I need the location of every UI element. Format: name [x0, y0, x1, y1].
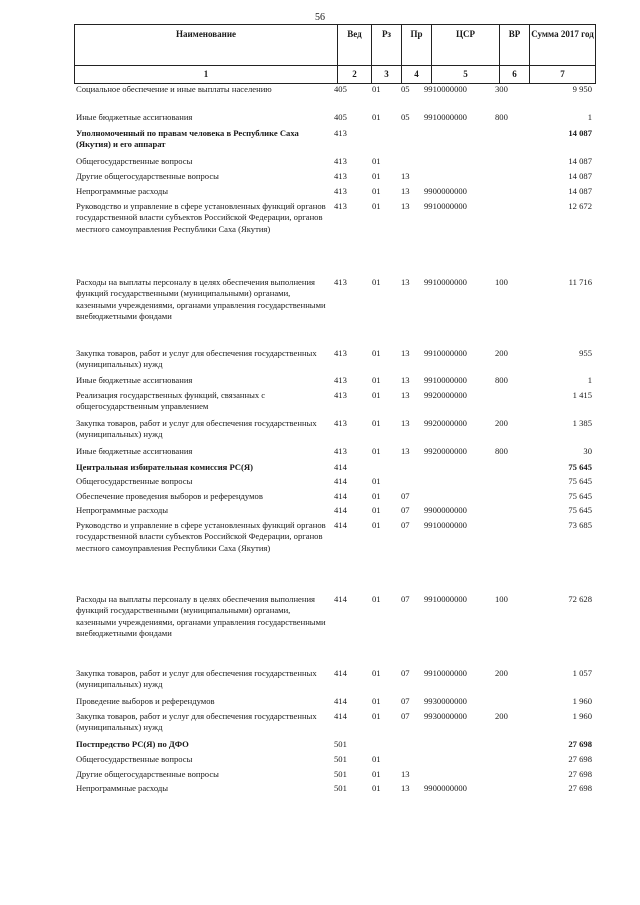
cell-name: Непрограммные расходы	[76, 505, 169, 515]
cell-rz: 01	[372, 476, 381, 486]
cell-csr: 9920000000	[424, 418, 467, 428]
cell-ved: 414	[334, 594, 347, 604]
cell-pr: 13	[401, 390, 410, 400]
header-number: 3	[384, 69, 389, 79]
cell-rz: 01	[372, 171, 381, 181]
cell-name: Общегосударственные вопросы	[76, 754, 193, 764]
cell-name: Общегосударственные вопросы	[76, 476, 193, 486]
header-number: 6	[512, 69, 517, 79]
cell-sum: 27 698	[568, 739, 592, 749]
cell-vr: 200	[495, 418, 508, 428]
cell-name: Расходы на выплаты персоналу в целях обеспечения выполнения функций государственными (муниципальными) органами, казенными учреждениями, органами управления государственными внебюджетными фондами	[76, 277, 326, 321]
cell-csr: 9910000000	[424, 84, 467, 94]
header-cell-csr	[431, 25, 499, 83]
cell-name: Постпредство РС(Я) по ДФО	[76, 739, 189, 749]
cell-rz: 01	[372, 375, 381, 385]
cell-pr: 07	[401, 594, 410, 604]
cell-ved: 413	[334, 128, 347, 138]
cell-sum: 73 685	[568, 520, 592, 530]
cell-csr: 9900000000	[424, 505, 467, 515]
cell-sum: 1	[587, 112, 592, 122]
cell-sum: 1 415	[572, 390, 592, 400]
cell-ved: 501	[334, 783, 347, 793]
cell-rz: 01	[372, 418, 381, 428]
cell-ved: 414	[334, 505, 347, 515]
cell-csr: 9910000000	[424, 520, 467, 530]
cell-pr: 13	[401, 277, 410, 287]
cell-name: Обеспечение проведения выборов и референдумов	[76, 491, 263, 501]
cell-rz: 01	[372, 390, 381, 400]
cell-csr: 9910000000	[424, 277, 467, 287]
cell-rz: 01	[372, 491, 381, 501]
table-header	[74, 24, 596, 84]
cell-name: Уполномоченный по правам человека в Республике Саха (Якутия) и его аппарат	[76, 128, 299, 150]
cell-rz: 01	[372, 696, 381, 706]
cell-name: Закупка товаров, работ и услуг для обеспечения государственных (муниципальных) нужд	[76, 668, 317, 690]
header-number: 1	[203, 69, 209, 79]
cell-pr: 07	[401, 668, 410, 678]
cell-sum: 1 385	[572, 418, 592, 428]
cell-name: Иные бюджетные ассигнования	[76, 375, 193, 385]
cell-name: Реализация государственных функций, связанных с общегосударственным управлением	[76, 390, 266, 412]
cell-sum: 1 960	[572, 696, 592, 706]
header-number: 2	[352, 69, 357, 79]
cell-ved: 413	[334, 156, 347, 166]
cell-sum: 1 960	[572, 711, 592, 721]
cell-pr: 13	[401, 446, 410, 456]
cell-ved: 414	[334, 668, 347, 678]
cell-pr: 07	[401, 696, 410, 706]
cell-vr: 100	[495, 594, 508, 604]
cell-ved: 414	[334, 491, 347, 501]
cell-rz: 01	[372, 520, 381, 530]
cell-sum: 1 057	[572, 668, 592, 678]
cell-rz: 01	[372, 594, 381, 604]
header-label: ЦСР	[456, 29, 475, 39]
cell-ved: 413	[334, 277, 347, 287]
cell-vr: 300	[495, 84, 508, 94]
cell-pr: 13	[401, 418, 410, 428]
cell-rz: 01	[372, 84, 381, 94]
cell-vr: 200	[495, 668, 508, 678]
cell-csr: 9910000000	[424, 348, 467, 358]
header-number: 4	[414, 69, 419, 79]
cell-vr: 200	[495, 711, 508, 721]
cell-sum: 14 087	[568, 171, 592, 181]
cell-rz: 01	[372, 769, 381, 779]
cell-rz: 01	[372, 446, 381, 456]
cell-pr: 07	[401, 520, 410, 530]
header-cell-vr	[499, 25, 529, 83]
cell-sum: 75 645	[568, 491, 592, 501]
cell-sum: 27 698	[568, 769, 592, 779]
cell-name: Иные бюджетные ассигнования	[76, 446, 193, 456]
cell-vr: 800	[495, 112, 508, 122]
cell-sum: 14 087	[568, 156, 592, 166]
cell-rz: 01	[372, 186, 381, 196]
cell-vr: 800	[495, 446, 508, 456]
cell-ved: 413	[334, 418, 347, 428]
cell-ved: 413	[334, 446, 347, 456]
cell-sum: 72 628	[568, 594, 592, 604]
cell-csr: 9900000000	[424, 186, 467, 196]
cell-ved: 413	[334, 186, 347, 196]
cell-ved: 414	[334, 711, 347, 721]
cell-ved: 501	[334, 739, 347, 749]
cell-sum: 12 672	[568, 201, 592, 211]
header-label: Пр	[410, 29, 423, 39]
cell-name: Закупка товаров, работ и услуг для обеспечения государственных (муниципальных) нужд	[76, 418, 317, 440]
cell-sum: 11 716	[568, 277, 592, 287]
cell-ved: 414	[334, 520, 347, 530]
cell-name: Руководство и управление в сфере установленных функций органов государственной власти субъектов Российской Федерации, органов местного самоуправления Республики Саха (Якутия)	[76, 520, 326, 553]
cell-rz: 01	[372, 783, 381, 793]
cell-rz: 01	[372, 156, 381, 166]
cell-pr: 13	[401, 348, 410, 358]
header-label: Вед	[347, 29, 362, 39]
cell-sum: 9 950	[572, 84, 592, 94]
cell-ved: 413	[334, 171, 347, 181]
cell-name: Закупка товаров, работ и услуг для обеспечения государственных (муниципальных) нужд	[76, 711, 317, 733]
cell-sum: 14 087	[568, 186, 592, 196]
cell-name: Руководство и управление в сфере установленных функций органов государственной власти субъектов Российской Федерации, органов местного самоуправления Республики Саха (Якутия)	[76, 201, 326, 234]
cell-ved: 405	[334, 84, 347, 94]
cell-csr: 9910000000	[424, 201, 467, 211]
cell-ved: 413	[334, 375, 347, 385]
cell-name: Расходы на выплаты персоналу в целях обеспечения выполнения функций государственными (муниципальными) органами, казенными учреждениями, органами управления государственными внебюджетными фондами	[76, 594, 326, 638]
cell-sum: 1	[587, 375, 592, 385]
header-label: Сумма 2017 год	[531, 29, 594, 39]
cell-name: Проведение выборов и референдумов	[76, 696, 215, 706]
cell-rz: 01	[372, 754, 381, 764]
cell-ved: 413	[334, 348, 347, 358]
cell-rz: 01	[372, 112, 381, 122]
cell-pr: 07	[401, 491, 410, 501]
cell-name: Центральная избирательная комиссия РС(Я)	[76, 462, 253, 472]
cell-csr: 9900000000	[424, 783, 467, 793]
cell-pr: 13	[401, 201, 410, 211]
header-cell-sum	[529, 25, 595, 83]
cell-pr: 05	[401, 84, 410, 94]
header-cell-name	[75, 25, 337, 83]
cell-sum: 14 087	[568, 128, 592, 138]
cell-rz: 01	[372, 201, 381, 211]
cell-rz: 01	[372, 668, 381, 678]
cell-csr: 9920000000	[424, 390, 467, 400]
cell-ved: 413	[334, 390, 347, 400]
cell-pr: 07	[401, 711, 410, 721]
cell-name: Социальное обеспечение и иные выплаты населению	[76, 84, 272, 94]
cell-ved: 501	[334, 754, 347, 764]
cell-ved: 414	[334, 476, 347, 486]
cell-sum: 27 698	[568, 754, 592, 764]
cell-csr: 9910000000	[424, 594, 467, 604]
header-label: Рз	[381, 29, 392, 39]
cell-name: Непрограммные расходы	[76, 186, 169, 196]
page-number: 56	[315, 12, 325, 23]
cell-csr: 9910000000	[424, 375, 467, 385]
header-label: Наименование	[176, 29, 236, 39]
cell-sum: 955	[579, 348, 592, 358]
cell-name: Другие общегосударственные вопросы	[76, 171, 219, 181]
cell-name: Иные бюджетные ассигнования	[76, 112, 193, 122]
cell-ved: 413	[334, 201, 347, 211]
cell-sum: 27 698	[568, 783, 592, 793]
cell-name: Другие общегосударственные вопросы	[76, 769, 219, 779]
header-number: 7	[560, 69, 565, 79]
cell-rz: 01	[372, 711, 381, 721]
cell-name: Общегосударственные вопросы	[76, 156, 193, 166]
cell-csr: 9910000000	[424, 112, 467, 122]
cell-ved: 405	[334, 112, 347, 122]
cell-pr: 13	[401, 375, 410, 385]
cell-ved: 414	[334, 462, 347, 472]
cell-pr: 05	[401, 112, 410, 122]
cell-rz: 01	[372, 505, 381, 515]
cell-pr: 13	[401, 783, 410, 793]
cell-vr: 200	[495, 348, 508, 358]
cell-pr: 07	[401, 505, 410, 515]
cell-ved: 501	[334, 769, 347, 779]
header-number: 5	[463, 69, 468, 79]
cell-rz: 01	[372, 277, 381, 287]
header-cell-pr	[401, 25, 431, 83]
cell-pr: 13	[401, 769, 410, 779]
header-cell-ved	[337, 25, 371, 83]
cell-csr: 9920000000	[424, 446, 467, 456]
cell-sum: 75 645	[568, 462, 592, 472]
cell-name: Закупка товаров, работ и услуг для обеспечения государственных (муниципальных) нужд	[76, 348, 317, 370]
cell-vr: 100	[495, 277, 508, 287]
header-label: ВР	[508, 29, 521, 39]
cell-sum: 75 645	[568, 476, 592, 486]
cell-name: Непрограммные расходы	[76, 783, 169, 793]
cell-rz: 01	[372, 348, 381, 358]
cell-sum: 30	[583, 446, 592, 456]
cell-csr: 9910000000	[424, 668, 467, 678]
cell-sum: 75 645	[568, 505, 592, 515]
cell-pr: 13	[401, 171, 410, 181]
cell-pr: 13	[401, 186, 410, 196]
cell-vr: 800	[495, 375, 508, 385]
cell-csr: 9930000000	[424, 696, 467, 706]
cell-ved: 414	[334, 696, 347, 706]
cell-csr: 9930000000	[424, 711, 467, 721]
header-cell-rz	[371, 25, 401, 83]
